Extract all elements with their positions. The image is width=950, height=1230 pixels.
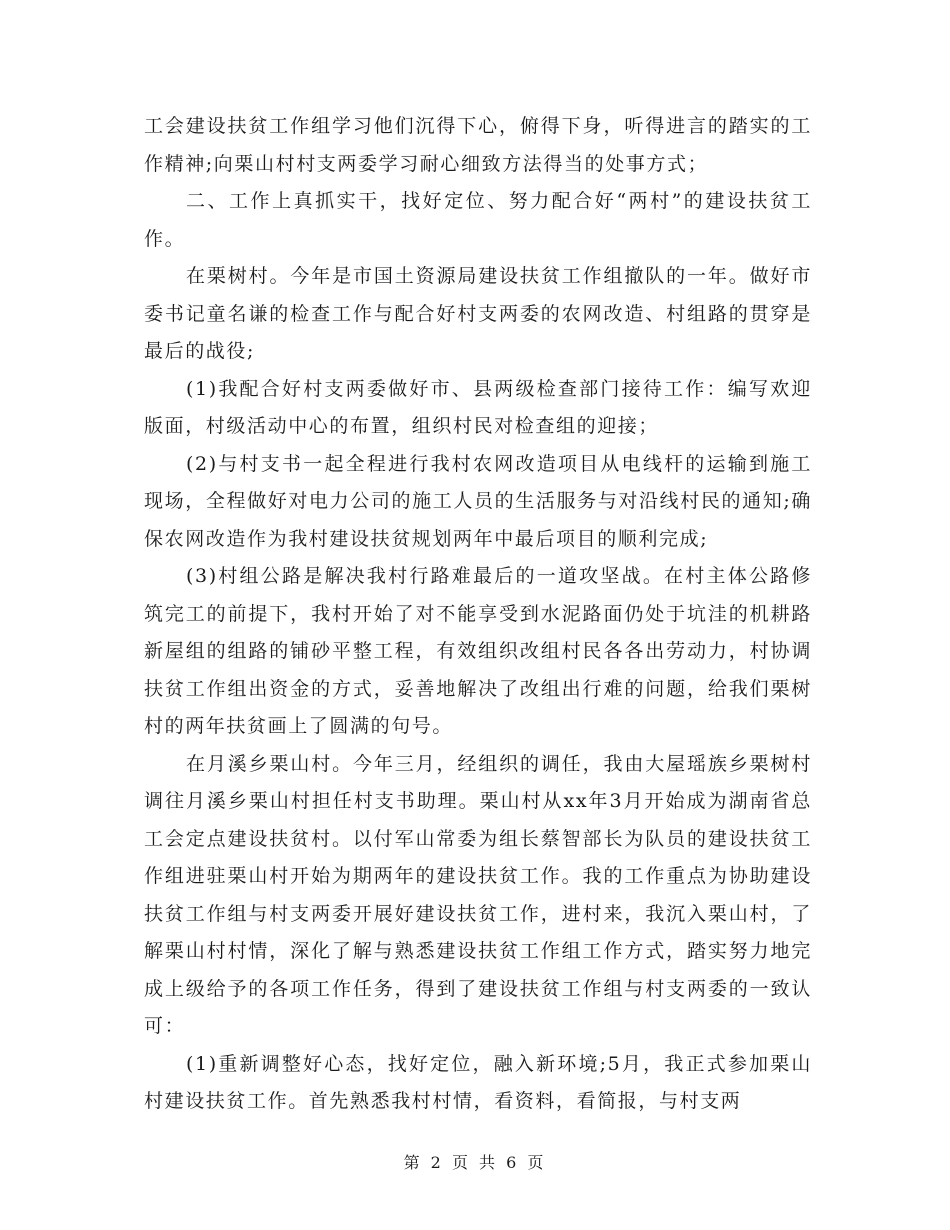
paragraph-2: 二、工作上真抓实干，找好定位、努力配合好“两村”的建设扶贫工作。 bbox=[144, 190, 812, 250]
paragraph-5: (2)与村支书一起全程进行我村农网改造项目从电线杆的运输到施工现场，全程做好对电力公司的施工人员的生活服务与对沿线村民的通知;确保农网改造作为我村建设扶贫规划两年中最后项目的顺利完成; bbox=[144, 452, 812, 550]
paragraph-7: 在月溪乡栗山村。今年三月，经组织的调任，我由大屋瑶族乡栗树村调往月溪乡栗山村担任村支书助理。栗山村从xx年3月开始成为湖南省总工会定点建设扶贫村。以付军山常委为组长蔡智部长为队员的建设扶贫工作组进驻栗山村开始为期两年的建设扶贫工作。我的工作重点为协助建设扶贫工作组与村支两委开展好建设扶贫工作，进村来，我沉入栗山村，了解栗山村村情，深化了解与熟悉建设扶贫工作组工作方式，踏实努力地完成上级给予的各项工作任务，得到了建设扶贫工作组与村支两委的一致认可： bbox=[144, 752, 812, 1037]
body-text bbox=[144, 108, 812, 1121]
paragraph-4: (1)我配合好村支两委做好市、县两级检查部门接待工作：编写欢迎版面，村级活动中心的布置，组织村民对检查组的迎接； bbox=[144, 377, 812, 437]
paragraph-6: (3)村组公路是解决我村行路难最后的一道攻坚战。在村主体公路修筑完工的前提下，我村开始了对不能享受到水泥路面仍处于坑洼的机耕路新屋组的组路的铺砂平整工程，有效组织改组村民各各出劳动力，村协调扶贫工作组出资金的方式，妥善地解决了改组出行难的问题，给我们栗树村的两年扶贫画上了圆满的句号。 bbox=[144, 565, 812, 737]
paragraph-3: 在栗树村。今年是市国土资源局建设扶贫工作组撤队的一年。做好市委书记童名谦的检查工作与配合好村支两委的农网改造、村组路的贯穿是最后的战役; bbox=[144, 265, 812, 362]
paragraph-1: 工会建设扶贫工作组学习他们沉得下心，俯得下身，听得进言的踏实的工作精神;向栗山村村支两委学习耐心细致方法得当的处事方式； bbox=[144, 115, 812, 175]
paragraph-8: (1)重新调整好心态，找好定位，融入新环境;5月，我正式参加栗山村建设扶贫工作。首先熟悉我村村情，看资料，看简报，与村支两 bbox=[144, 1052, 812, 1112]
page-number-footer: 第 2 页 共 6 页 bbox=[403, 1153, 547, 1172]
